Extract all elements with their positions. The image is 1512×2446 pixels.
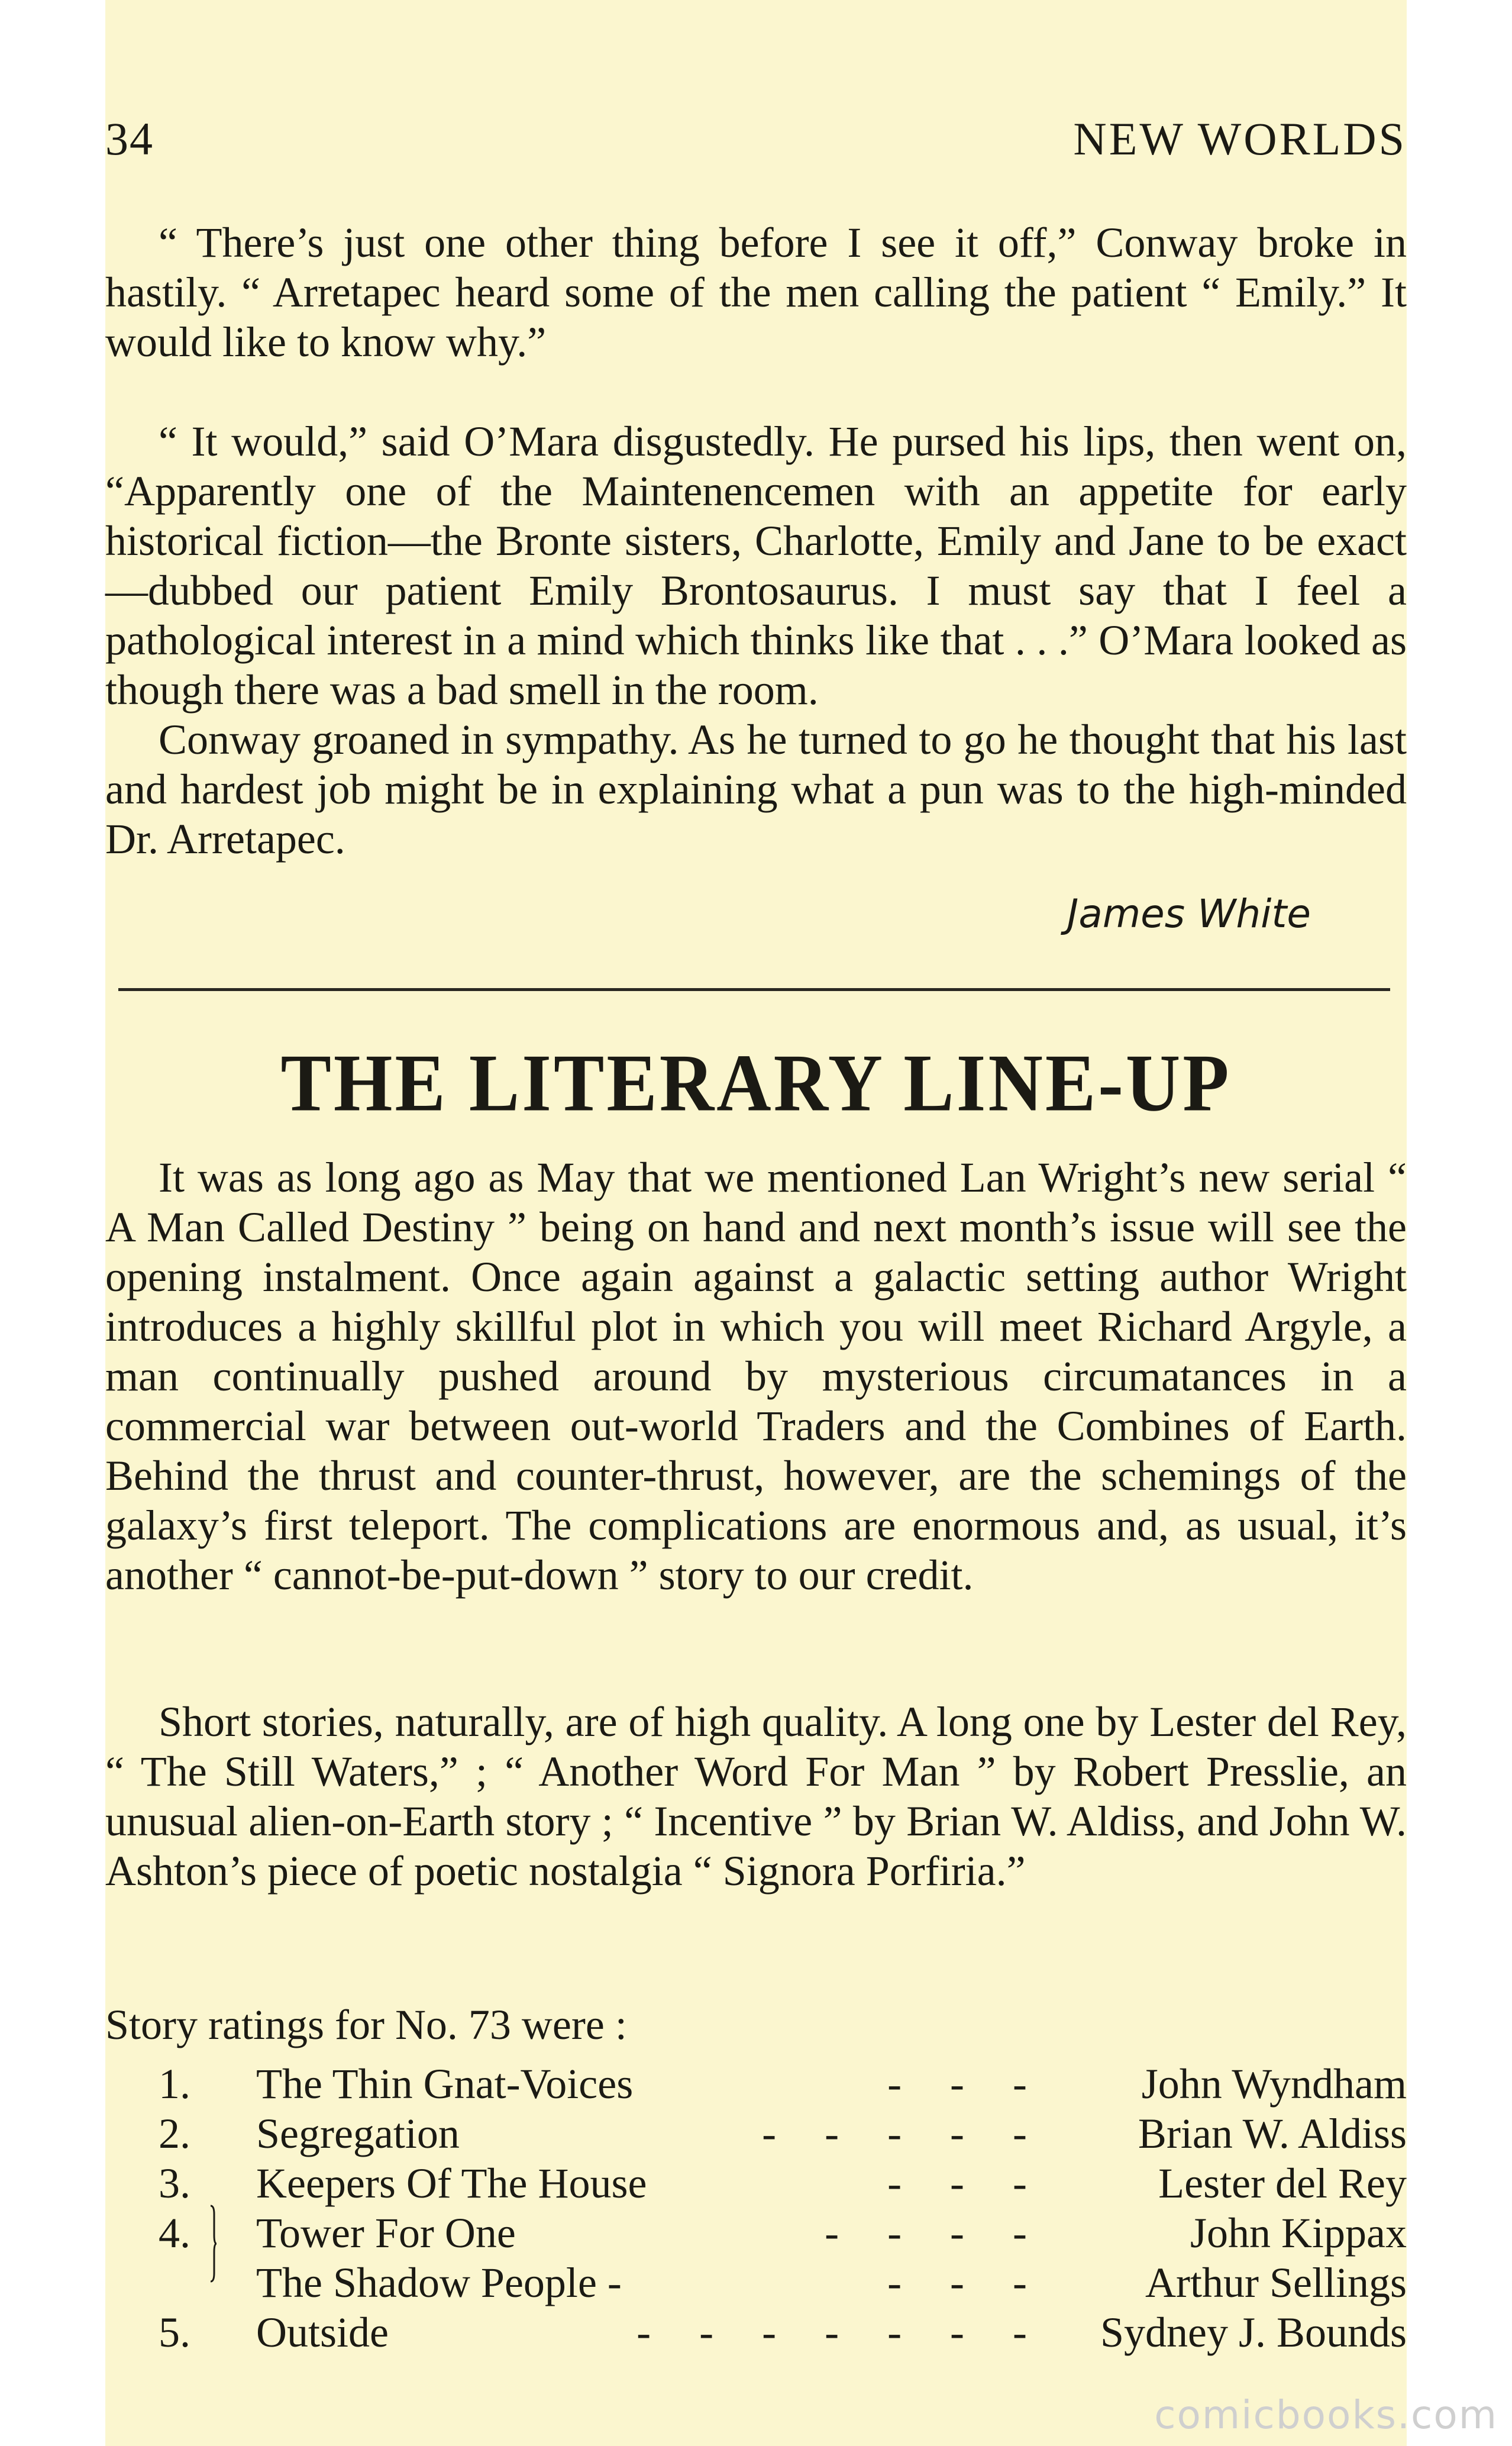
rating-rank: 1. <box>159 2060 190 2108</box>
rating-rank: 2. <box>159 2110 190 2157</box>
magazine-title: NEW WORLDS <box>1073 113 1407 164</box>
rating-row <box>105 2109 1407 2158</box>
rating-row <box>105 2308 1407 2357</box>
rating-author: John Wyndham <box>1141 2060 1407 2108</box>
tie-rank: 4. <box>159 2209 190 2257</box>
rating-rank: 5. <box>159 2309 190 2356</box>
story-paragraph: Conway groaned in sympathy. As he turned to go he thought that his last and hardest job might be in explaining what a pun was to the high-minded Dr. Arretapec. <box>105 716 1407 863</box>
section-divider <box>118 988 1390 991</box>
story-paragraph: “ It would,” said O’Mara disgustedly. He pursed his lips, then went on, “Apparently one of the Maintenencemen with an appetite for early historical fiction—the Bronte sisters, Charlotte, Emily and Jane to be exact—dubbed our patient Emily Brontosaurus. I must say that I feel a pathological interest in a mind which thinks like that . . .” O’Mara looked as though there was a bad smell in the room. <box>105 418 1407 714</box>
watermark: comicbooks.com <box>1154 2392 1498 2438</box>
rating-title: Segregation <box>256 2110 460 2157</box>
rating-author: Arthur Sellings <box>1145 2259 1407 2306</box>
lineup-paragraph: Short stories, naturally, are of high quality. A long one by Lester del Rey, “ The Still Waters,” ; “ Another Word For Man ” by Robert Presslie, an unusual alien-on-Earth story ; “ Incentive ” by Brian W. Aldiss, and John W. Ashton’s piece of poetic nostalgia “ Signora Porfiria.” <box>105 1698 1407 1895</box>
ratings-intro: Story ratings for No. 73 were : <box>105 2001 627 2048</box>
rating-author: Brian W. Aldiss <box>1138 2110 1407 2157</box>
rating-row <box>105 2208 1407 2258</box>
section-heading: THE LITERARY LINE-UP <box>280 1037 1232 1128</box>
rating-leader: - - - - - <box>762 2110 1028 2157</box>
rating-author: Lester del Rey <box>1158 2160 1407 2207</box>
rating-row <box>105 2059 1407 2109</box>
rating-leader: - - - - - - - <box>637 2309 1028 2356</box>
story-paragraph: “ There’s just one other thing before I see it off,” Conway broke in hastily. “ Arretapec heard some of the men calling the patient “ Emily.” It would like to know why.” <box>105 219 1407 366</box>
rating-author: Sydney J. Bounds <box>1100 2309 1407 2356</box>
rating-title: The Thin Gnat-Voices <box>256 2060 634 2108</box>
rating-leader: - - - <box>887 2259 1028 2306</box>
rating-rank: 3. <box>159 2160 190 2207</box>
rating-title: Tower For One <box>256 2209 516 2257</box>
rating-row <box>105 2258 1407 2308</box>
page-header <box>105 107 1407 172</box>
author-signature: James White <box>1067 891 1311 937</box>
rating-title: Keepers Of The House <box>256 2160 647 2207</box>
lineup-paragraph: It was as long ago as May that we mentioned Lan Wright’s new serial “ A Man Called Destiny ” being on hand and next month’s issue will see the opening instalment. Once again against a galactic setting author Wright introduces a highly skillful plot in which you will meet Richard Argyle, a man continually pushed around by mysterious circumatances in a commercial war between out-world Traders and the Combines of Earth. Behind the thrust and counter-thrust, however, are the schemings of the galaxy’s first teleport. The complications are enormous and, as usual, it’s another “ cannot-be-put-down ” story to our credit. <box>105 1154 1407 1599</box>
rating-leader: - - - <box>887 2160 1028 2207</box>
rating-title: The Shadow People - <box>256 2259 622 2306</box>
rating-row <box>105 2158 1407 2208</box>
page-number: 34 <box>105 113 154 164</box>
rating-title: Outside <box>256 2309 389 2356</box>
rating-leader: - - - - <box>825 2209 1028 2257</box>
rating-leader: - - - <box>887 2060 1028 2108</box>
rating-author: John Kippax <box>1190 2209 1407 2257</box>
